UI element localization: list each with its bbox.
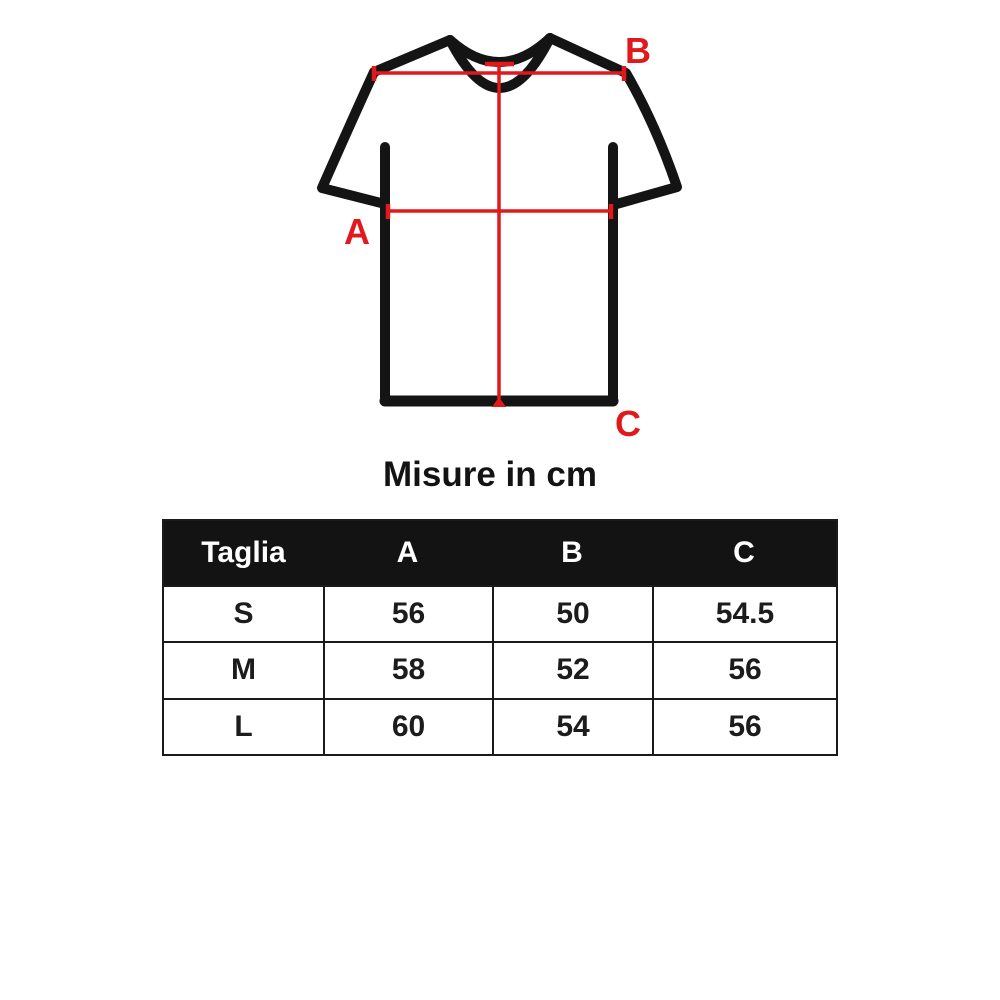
table-cell-b: 54 xyxy=(492,700,652,754)
table-cell-b: 52 xyxy=(492,643,652,697)
table-cell-size: M xyxy=(231,653,256,687)
table-cell-a: 58 xyxy=(323,643,492,697)
diagram-title: Misure in cm xyxy=(383,455,597,494)
table-header-b: B xyxy=(561,536,583,569)
table-header-taglia: Taglia xyxy=(201,536,286,569)
table-cell-size: L xyxy=(234,709,253,743)
table-cell-size: S xyxy=(233,597,254,631)
table-cell-c: 54.5 xyxy=(652,587,836,641)
table-row-s xyxy=(164,585,836,641)
measurement-label-a: A xyxy=(344,211,370,252)
measurement-label-b: B xyxy=(625,30,651,71)
table-cell-a: 56 xyxy=(323,587,492,641)
size-table xyxy=(162,519,838,756)
table-row-l xyxy=(164,698,836,754)
measurement-lines xyxy=(374,64,624,407)
table-header-a: A xyxy=(396,536,419,569)
table-cell-b: 50 xyxy=(492,587,652,641)
table-header-row xyxy=(164,521,836,585)
table-header-c: C xyxy=(733,536,755,569)
table-cell-c: 56 xyxy=(652,643,836,697)
table-cell-c: 56 xyxy=(652,700,836,754)
measurement-label-c: C xyxy=(615,403,641,444)
table-row-m xyxy=(164,641,836,697)
table-cell-a: 60 xyxy=(323,700,492,754)
